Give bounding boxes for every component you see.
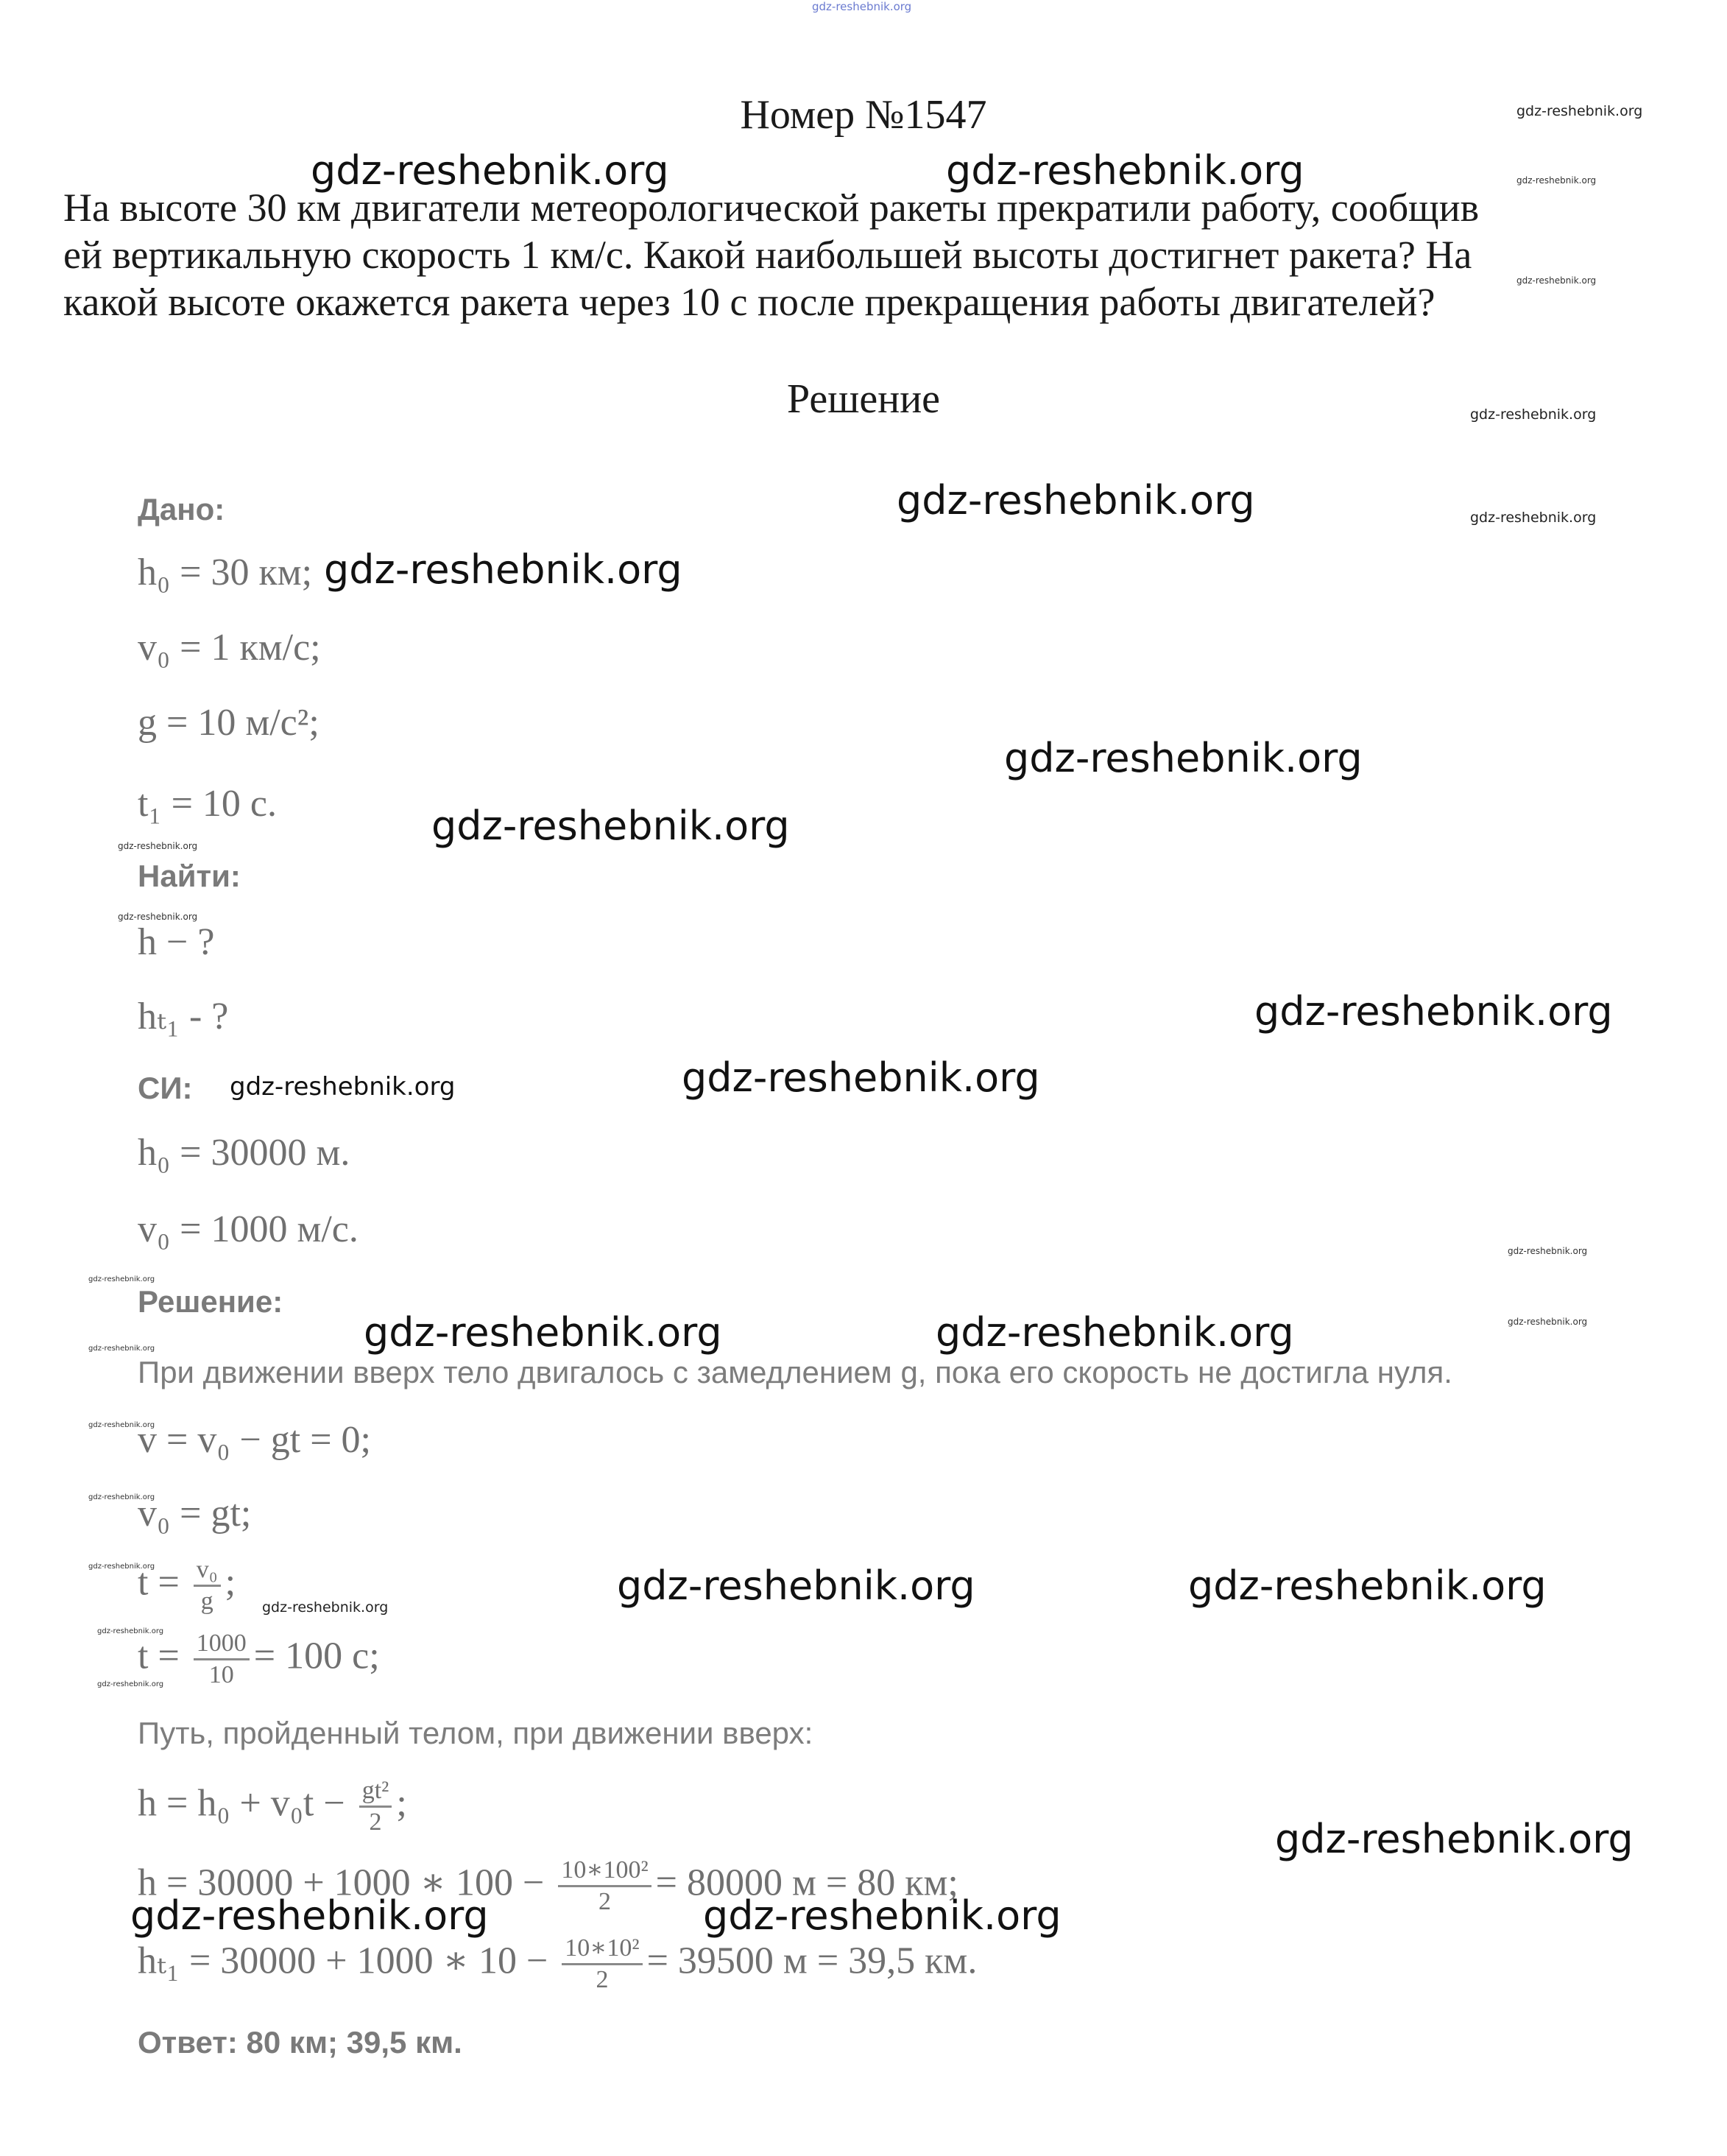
watermark: gdz-reshebnik.org — [1508, 1317, 1588, 1327]
watermark: gdz-reshebnik.org — [118, 841, 198, 851]
equation-end: = 39500 м = 39,5 км. — [646, 1940, 978, 1982]
watermark: gdz-reshebnik.org — [431, 803, 790, 849]
equation-lhs: hₜ₁ = 30000 + 1000 ∗ 10 − — [138, 1940, 558, 1982]
si-h0: h₀ = 30000 м. — [138, 1132, 350, 1174]
equation-4 — [138, 1629, 380, 1690]
equation-end: = 100 с; — [253, 1635, 380, 1677]
solution-text-2: Путь, пройденный телом, при движении вверх: — [138, 1716, 813, 1750]
watermark: gdz-reshebnik.org — [311, 147, 669, 194]
equation-lhs: h = h₀ + v₀t − — [138, 1782, 355, 1825]
equation-lhs: h = 30000 + 1000 ∗ 100 − — [138, 1861, 554, 1904]
watermark: gdz-reshebnik.org — [1275, 1816, 1634, 1862]
find-h: h − ? — [138, 921, 215, 963]
answer: Ответ: 80 км; 39,5 км. — [138, 2025, 462, 2060]
si-v0: v₀ = 1000 м/с. — [138, 1208, 359, 1250]
fraction-denominator: 2 — [369, 1808, 382, 1836]
fraction-numerator: gt² — [359, 1776, 392, 1808]
problem-statement — [63, 184, 1668, 325]
watermark: gdz-reshebnik.org — [230, 1072, 456, 1102]
fraction-numerator: v₀ — [194, 1555, 221, 1587]
solution-heading: Решение — [786, 376, 941, 422]
equation-5 — [138, 1776, 407, 1837]
equation-lhs: t = — [138, 1635, 189, 1677]
equation-end: = 80000 м = 80 км; — [655, 1861, 958, 1904]
watermark: gdz-reshebnik.org — [936, 1309, 1294, 1356]
fraction-denominator: 10 — [208, 1661, 234, 1688]
watermark: gdz-reshebnik.org — [97, 1680, 164, 1688]
watermark: gdz-reshebnik.org — [1516, 275, 1597, 286]
problem-line: ей вертикальную скорость 1 км/с. Какой наибольшей высоты достигнет ракета? На — [63, 233, 1472, 277]
watermark: gdz-reshebnik.org — [946, 147, 1304, 194]
equation-end: ; — [225, 1561, 236, 1604]
watermark: gdz-reshebnik.org — [118, 912, 198, 922]
watermark: gdz-reshebnik.org — [703, 1892, 1062, 1939]
page-title: Номер №1547 — [740, 92, 987, 138]
equation-lhs: t = — [138, 1561, 189, 1604]
given-label: Дано: — [138, 492, 225, 526]
fraction — [194, 1629, 250, 1690]
fraction-numerator: 10∗100² — [558, 1856, 651, 1887]
watermark: gdz-reshebnik.org — [88, 1563, 155, 1571]
find-label: Найти: — [138, 859, 241, 893]
equation-7 — [138, 1934, 977, 1995]
given-t1: t₁ = 10 с. — [138, 783, 277, 825]
given-h0: h₀ = 30 км; — [138, 552, 313, 593]
fraction — [558, 1856, 651, 1917]
solution-text-1: При движении вверх тело двигалось с замедлением g, пока его скорость не достигла нуля. — [138, 1355, 1452, 1389]
fraction — [194, 1555, 221, 1616]
given-v0: v₀ = 1 км/с; — [138, 627, 321, 669]
watermark: gdz-reshebnik.org — [88, 1493, 155, 1501]
watermark: gdz-reshebnik.org — [88, 1421, 155, 1429]
watermark: gdz-reshebnik.org — [617, 1563, 975, 1609]
fraction-numerator: 1000 — [194, 1629, 250, 1660]
watermark: gdz-reshebnik.org — [88, 1275, 155, 1283]
si-label: СИ: — [138, 1071, 193, 1105]
watermark-top: gdz-reshebnik.org — [812, 0, 912, 13]
fraction — [359, 1776, 392, 1837]
watermark: gdz-reshebnik.org — [1470, 406, 1597, 423]
watermark: gdz-reshebnik.org — [324, 546, 682, 593]
fraction-denominator: g — [200, 1588, 213, 1615]
watermark: gdz-reshebnik.org — [1188, 1563, 1547, 1609]
given-g: g = 10 м/с²; — [138, 702, 319, 744]
equation-1: v = v₀ − gt = 0; — [138, 1419, 372, 1461]
fraction-numerator: 10∗10² — [562, 1934, 642, 1965]
fraction — [562, 1934, 642, 1995]
solution-label: Решение: — [138, 1284, 283, 1319]
problem-line: На высоте 30 км двигатели метеорологической ракеты прекратили работу, сообщив — [63, 186, 1480, 230]
watermark: gdz-reshebnik.org — [364, 1309, 722, 1356]
watermark: gdz-reshebnik.org — [130, 1892, 489, 1939]
watermark: gdz-reshebnik.org — [88, 1345, 155, 1353]
watermark: gdz-reshebnik.org — [1516, 175, 1597, 186]
watermark: gdz-reshebnik.org — [1254, 988, 1613, 1035]
equation-end: ; — [396, 1782, 407, 1825]
watermark: gdz-reshebnik.org — [1470, 510, 1597, 526]
equation-2: v₀ = gt; — [138, 1493, 252, 1535]
find-ht1: hₜ₁ - ? — [138, 996, 229, 1038]
watermark: gdz-reshebnik.org — [1508, 1246, 1588, 1256]
watermark: gdz-reshebnik.org — [97, 1627, 164, 1635]
watermark: gdz-reshebnik.org — [262, 1599, 389, 1616]
watermark: gdz-reshebnik.org — [1004, 735, 1363, 781]
problem-line: какой высоте окажется ракета через 10 с после прекращения работы двигателей? — [63, 280, 1435, 324]
fraction-denominator: 2 — [596, 1966, 609, 1993]
watermark: gdz-reshebnik.org — [1516, 103, 1643, 119]
watermark: gdz-reshebnik.org — [682, 1054, 1040, 1101]
fraction-denominator: 2 — [598, 1888, 611, 1915]
watermark: gdz-reshebnik.org — [897, 477, 1255, 524]
